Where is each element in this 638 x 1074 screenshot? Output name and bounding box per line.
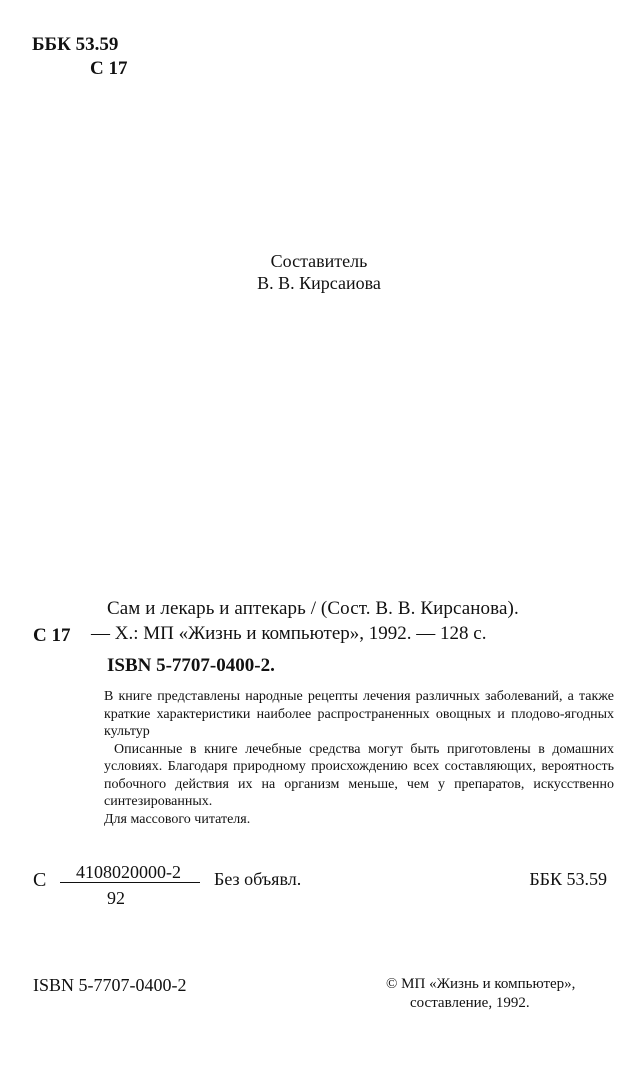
fraction-line (60, 882, 200, 883)
pricing-denominator: 92 (107, 888, 125, 908)
price-note: Без объявл. (214, 869, 302, 889)
pricing-letter: С (33, 869, 47, 891)
bibliography-title-line: Сам и лекарь и аптекарь / (Сост. В. В. Кирсанова). (107, 598, 519, 619)
annotation-paragraph: Описанные в книге лечебные средства могут быть приготовлены в домашних условиях. Благодаря природному происхождению всех составляющих, вероятность побочного действия их на организм меньше, чем у препаратов, искусственно синтезированных. (104, 741, 614, 809)
bibliography-publisher-line: — Х.: МП «Жизнь и компьютер», 1992. — 128 с. (91, 623, 487, 644)
annotation (104, 688, 614, 828)
annotation-paragraph: В книге представлены народные рецепты лечения различных заболеваний, а также краткие характеристики наиболее распространенных овощных и плодово-ягодных культур (104, 689, 614, 739)
footer-isbn: ISBN 5-7707-0400-2 (33, 975, 187, 995)
pricing-numerator: 4108020000-2 (76, 862, 181, 882)
copyright (386, 975, 626, 1013)
bibliography-code: С 17 (33, 625, 71, 646)
catalog-code-top: С 17 (90, 58, 128, 79)
catalog-bbk-top: ББК 53.59 (32, 34, 119, 55)
copyright-line: составление, 1992. (410, 995, 530, 1011)
bibliography-isbn: ISBN 5-7707-0400-2. (107, 655, 275, 676)
compiler-label: Составитель (270, 251, 368, 271)
catalog-bbk-bottom: ББК 53.59 (529, 869, 607, 889)
annotation-audience: Для массового читателя. (104, 811, 251, 827)
copyright-line: © МП «Жизнь и компьютер», (386, 976, 576, 992)
compiler-name: В. В. Кирсаиова (257, 273, 381, 293)
